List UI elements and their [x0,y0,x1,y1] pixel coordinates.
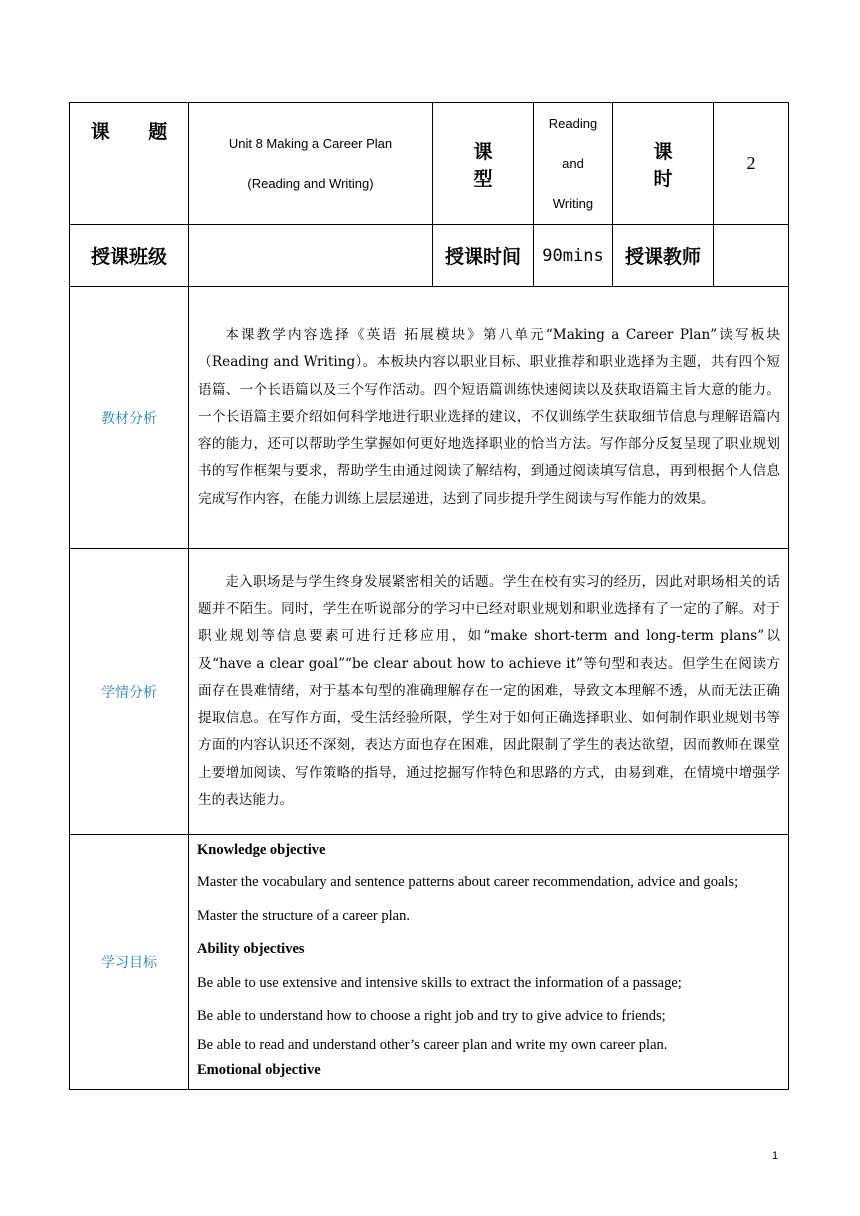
lesson-plan-table [69,102,789,1090]
student-analysis-cell [189,549,789,835]
course-title [189,103,433,225]
header-row [70,103,789,225]
objectives-row [70,835,789,1090]
type-value-line: and [562,155,584,171]
class-value [189,225,433,287]
student-analysis-text: 走入职场是与学生终身发展紧密相关的话题。学生在校有实习的经历，因此对职场相关的话题并不陌生。同时，学生在听说部分的学习中已经对职业规划和职业选择有了一定的了解。对于职业规划等信息要素可进行迁移应用，如“make short-term and long-term plans”以及“have a clear goal”“be clear about how to achieve it”等句型和表达。但学生在阅读方面存在畏难情绪，对于基本句型的准确理解存在一定的困难，导致文本理解不透，从而无法正确提取信息。在写作方面，受生活经验所限，学生对于如何正确选择职业、如何制作职业规划书等方面的内容认识还不深刻，表达方面也存在困难，因此限制了学生的表达欲望，因而教师在课堂上要增加阅读、写作策略的指导，通过挖掘写作特色和思路的方式，由易到难，在情境中增强学生的表达能力。 [198,574,780,808]
class-label: 授课班级 [70,225,189,287]
student-analysis-row [70,549,789,835]
teacher-label: 授课教师 [613,225,714,287]
material-analysis-row [70,287,789,549]
student-analysis-label: 学情分析 [70,549,189,835]
ability-item: Be able to understand how to choose a right job and try to give advice to friends; [197,1008,666,1024]
knowledge-item: Master the vocabulary and sentence patterns about career recommendation, advice and goals; [197,874,739,890]
hours-value: 2 [714,103,789,225]
type-value-line: Writing [552,195,594,211]
type-label: 课 型 [433,103,534,225]
material-analysis-label: 教材分析 [70,287,189,549]
time-label: 授课时间 [433,225,534,287]
objectives-cell [189,835,789,1090]
type-value [534,103,613,225]
time-value: 90mins [534,225,613,287]
hours-label: 课 时 [613,103,714,225]
topic-label: 课 题 [70,103,189,225]
course-title-line1: Unit 8 Making a Career Plan [228,135,393,151]
knowledge-heading: Knowledge objective [197,842,326,858]
ability-item: Be able to use extensive and intensive skills to extract the information of a passage; [197,974,682,991]
info-row [70,225,789,287]
course-title-line2: (Reading and Writing) [247,175,374,191]
material-analysis-cell [189,287,789,549]
ability-heading: Ability objectives [197,941,305,957]
material-analysis-text: 本课教学内容选择《英语 拓展模块》第八单元“Making a Career Plan”读写板块（Reading and Writing）。本板块内容以职业目标、职业推荐和职业选择为主题，共有四个短语篇、一个长语篇以及三个写作活动。四个短语篇训练快速阅读以及获取语篇主旨大意的能力。一个长语篇主要介绍如何科学地进行职业选择的建议，不仅训练学生获取细节信息与理解语篇内容的能力，还可以帮助学生掌握如何更好地选择职业的恰当方法。写作部分反复呈现了职业规划书的写作框架与要求，帮助学生由通过阅读了解结构，到通过阅读填写信息，再到根据个人信息完成写作内容，在能力训练上层层递进，达到了同步提升学生阅读与写作能力的效果。 [198,327,780,507]
emotional-heading: Emotional objective [197,1061,321,1078]
type-value-line: Reading [548,115,598,131]
ability-item: Be able to read and understand other’s career plan and write my own career plan. [197,1036,668,1053]
knowledge-item: Master the structure of a career plan. [197,907,410,924]
page-number: 1 [772,1150,779,1162]
teacher-value [714,225,789,287]
objectives-label: 学习目标 [70,835,189,1090]
